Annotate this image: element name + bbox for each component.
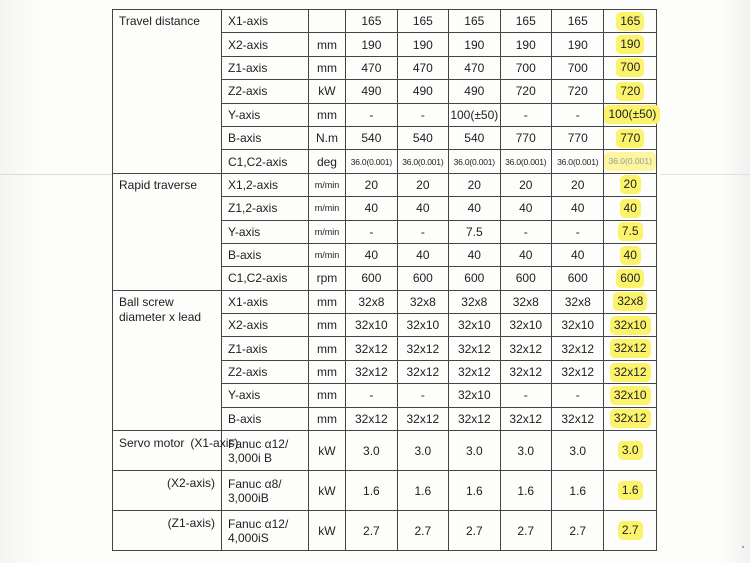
value-cell: 32x12 <box>500 337 551 360</box>
value-cell: 36.0(0.001) <box>346 150 397 173</box>
value-cell: 32x10 <box>397 314 448 337</box>
unit-cell: m/min <box>308 220 345 243</box>
table-row <box>113 511 657 551</box>
highlighted-value-cell <box>604 80 657 103</box>
unit-cell <box>308 10 345 33</box>
value-cell: 32x10 <box>500 314 551 337</box>
value-cell: 32x12 <box>500 360 551 383</box>
value-cell: 1.6 <box>397 471 448 511</box>
axis-label: C1,C2-axis <box>222 267 309 290</box>
highlighter-mark: 100(±50) <box>604 105 660 124</box>
unit-cell: mm <box>308 56 345 79</box>
scan-artifact-line <box>660 174 750 175</box>
value-cell: 720 <box>500 80 551 103</box>
axis-label: Y-axis <box>222 103 309 126</box>
highlighter-mark: 700 <box>616 58 644 77</box>
value-cell: 720 <box>552 80 604 103</box>
value-cell: 165 <box>552 10 604 33</box>
value-cell: 32x12 <box>552 337 604 360</box>
unit-cell: kW <box>308 80 345 103</box>
unit-cell: mm <box>308 33 345 56</box>
highlighter-mark: 32x12 <box>610 339 651 358</box>
value-cell: 20 <box>449 173 500 196</box>
highlighted-value-cell <box>604 126 657 149</box>
value-cell: 1.6 <box>449 471 500 511</box>
value-cell: 32x8 <box>449 290 500 313</box>
axis-label: (X1-axis) <box>190 436 239 451</box>
value-cell: 40 <box>449 243 500 266</box>
section-label: Travel distance <box>113 10 222 174</box>
value-cell: 165 <box>449 10 500 33</box>
axis-label: C1,C2-axis <box>222 150 309 173</box>
value-cell: 165 <box>346 10 397 33</box>
value-cell: 540 <box>449 126 500 149</box>
value-cell: - <box>397 220 448 243</box>
value-cell: - <box>346 220 397 243</box>
value-cell: 470 <box>397 56 448 79</box>
value-cell: 32x12 <box>397 360 448 383</box>
value-cell: 700 <box>500 56 551 79</box>
motor-model: Fanuc α12/ 4,000iS <box>222 511 309 551</box>
spec-table <box>112 9 657 551</box>
table-row <box>113 173 657 196</box>
highlighter-mark: 32x10 <box>610 386 651 405</box>
highlighter-mark: 770 <box>616 129 644 148</box>
highlighter-mark: 40 <box>620 246 641 265</box>
value-cell: - <box>500 103 551 126</box>
axis-label: B-axis <box>222 243 309 266</box>
value-cell: 40 <box>500 243 551 266</box>
motor-model: Fanuc α8/ 3,000iB <box>222 471 309 511</box>
value-cell: 490 <box>346 80 397 103</box>
highlighter-mark: 40 <box>620 199 641 218</box>
highlighted-value-cell <box>604 337 657 360</box>
value-cell: 36.0(0.001) <box>397 150 448 173</box>
unit-cell: m/min <box>308 243 345 266</box>
highlighter-mark: 1.6 <box>618 481 643 500</box>
value-cell: 3.0 <box>346 431 397 471</box>
value-cell: 770 <box>552 126 604 149</box>
value-cell: 20 <box>500 173 551 196</box>
unit-cell: kW <box>308 431 345 471</box>
highlighted-value-cell <box>604 471 657 511</box>
value-cell: 3.0 <box>500 431 551 471</box>
value-cell: 490 <box>449 80 500 103</box>
value-cell: 32x8 <box>500 290 551 313</box>
value-cell: 36.0(0.001) <box>552 150 604 173</box>
value-cell: 32x12 <box>346 337 397 360</box>
value-cell: 2.7 <box>500 511 551 551</box>
highlighted-value-cell <box>604 10 657 33</box>
value-cell: 40 <box>500 197 551 220</box>
table-row <box>113 290 657 313</box>
scan-artifact-line <box>0 174 112 175</box>
unit-cell: deg <box>308 150 345 173</box>
axis-label: Y-axis <box>222 220 309 243</box>
value-cell: 32x10 <box>449 384 500 407</box>
value-cell: 20 <box>552 173 604 196</box>
highlighted-value-cell <box>604 150 657 173</box>
value-cell: - <box>500 220 551 243</box>
value-cell: 1.6 <box>500 471 551 511</box>
value-cell: - <box>346 103 397 126</box>
value-cell: 32x12 <box>449 360 500 383</box>
value-cell: 190 <box>397 33 448 56</box>
unit-cell: mm <box>308 360 345 383</box>
value-cell: - <box>500 384 551 407</box>
axis-label: Y-axis <box>222 384 309 407</box>
axis-label: Z1,2-axis <box>222 197 309 220</box>
value-cell: 600 <box>500 267 551 290</box>
value-cell: 32x8 <box>397 290 448 313</box>
motor-model: Fanuc α12/ 3,000i B <box>222 431 309 471</box>
value-cell: 770 <box>500 126 551 149</box>
value-cell: 470 <box>449 56 500 79</box>
section-label: Ball screw diameter x lead <box>113 290 222 430</box>
value-cell: 40 <box>552 197 604 220</box>
axis-label: X2-axis <box>222 314 309 337</box>
value-cell: 32x12 <box>346 407 397 430</box>
highlighted-value-cell <box>604 197 657 220</box>
highlighted-value-cell <box>604 314 657 337</box>
highlighter-mark: 600 <box>616 269 644 288</box>
highlighter-mark: 20 <box>620 175 641 194</box>
value-cell: 40 <box>346 243 397 266</box>
value-cell: 7.5 <box>449 220 500 243</box>
value-cell: 36.0(0.001) <box>500 150 551 173</box>
value-cell: - <box>552 384 604 407</box>
servo-axis-label: (X2-axis) <box>113 471 222 511</box>
value-cell: 32x12 <box>449 407 500 430</box>
highlighted-value-cell <box>604 431 657 471</box>
value-cell: 32x10 <box>449 314 500 337</box>
value-cell: 3.0 <box>397 431 448 471</box>
value-cell: 600 <box>449 267 500 290</box>
highlighted-value-cell <box>604 33 657 56</box>
value-cell: - <box>552 220 604 243</box>
value-cell: 2.7 <box>552 511 604 551</box>
highlighter-mark: 165 <box>616 12 644 31</box>
value-cell: 32x10 <box>346 314 397 337</box>
unit-cell: m/min <box>308 173 345 196</box>
axis-label: Z2-axis <box>222 360 309 383</box>
value-cell: 32x12 <box>449 337 500 360</box>
value-cell: 40 <box>449 197 500 220</box>
value-cell: 32x12 <box>500 407 551 430</box>
unit-cell: m/min <box>308 197 345 220</box>
value-cell: 20 <box>397 173 448 196</box>
table-row <box>113 471 657 511</box>
value-cell: 2.7 <box>397 511 448 551</box>
value-cell: 600 <box>552 267 604 290</box>
highlighted-value-cell <box>604 511 657 551</box>
highlighted-value-cell <box>604 173 657 196</box>
value-cell: 600 <box>397 267 448 290</box>
spec-table-body <box>113 10 657 551</box>
highlighter-mark: 32x12 <box>610 409 651 428</box>
value-cell: 3.0 <box>552 431 604 471</box>
axis-label: X1-axis <box>222 10 309 33</box>
unit-cell: N.m <box>308 126 345 149</box>
value-cell: 32x12 <box>552 360 604 383</box>
servo-axis-label <box>113 431 239 471</box>
unit-cell: mm <box>308 314 345 337</box>
value-cell: 470 <box>346 56 397 79</box>
value-cell: 540 <box>346 126 397 149</box>
value-cell: - <box>346 384 397 407</box>
value-cell: 1.6 <box>346 471 397 511</box>
value-cell: 20 <box>346 173 397 196</box>
value-cell: 32x8 <box>346 290 397 313</box>
highlighted-value-cell <box>604 267 657 290</box>
value-cell: 32x12 <box>552 407 604 430</box>
highlighted-value-cell <box>604 384 657 407</box>
value-cell: 40 <box>397 243 448 266</box>
highlighter-mark: 32x8 <box>613 292 647 311</box>
value-cell: - <box>397 103 448 126</box>
highlighter-mark: 2.7 <box>618 521 643 540</box>
value-cell: 40 <box>552 243 604 266</box>
value-cell: 32x12 <box>346 360 397 383</box>
section-label: Rapid traverse <box>113 173 222 290</box>
value-cell: 190 <box>552 33 604 56</box>
scan-speck <box>742 546 744 548</box>
value-cell: - <box>397 384 448 407</box>
value-cell: 2.7 <box>346 511 397 551</box>
value-cell: 540 <box>397 126 448 149</box>
highlighter-mark: 190 <box>616 35 644 54</box>
value-cell: 165 <box>397 10 448 33</box>
value-cell: 2.7 <box>449 511 500 551</box>
highlighter-mark: 720 <box>616 82 644 101</box>
axis-label: Z1-axis <box>222 337 309 360</box>
value-cell: - <box>552 103 604 126</box>
unit-cell: mm <box>308 337 345 360</box>
highlighter-mark: 7.5 <box>618 222 643 241</box>
highlighter-mark: 32x10 <box>610 316 651 335</box>
value-cell: 40 <box>346 197 397 220</box>
axis-label: X2-axis <box>222 33 309 56</box>
servo-axis-label: (Z1-axis) <box>113 511 222 551</box>
table-row <box>113 431 657 471</box>
value-cell: 600 <box>346 267 397 290</box>
value-cell: 165 <box>500 10 551 33</box>
highlighted-value-cell <box>604 243 657 266</box>
value-cell: 32x10 <box>552 314 604 337</box>
highlighted-value-cell <box>604 290 657 313</box>
value-cell: 190 <box>346 33 397 56</box>
highlighted-value-cell <box>604 360 657 383</box>
value-cell: 700 <box>552 56 604 79</box>
axis-label: B-axis <box>222 126 309 149</box>
axis-label: Z2-axis <box>222 80 309 103</box>
value-cell: 190 <box>449 33 500 56</box>
axis-label: Z1-axis <box>222 56 309 79</box>
highlighted-value-cell <box>604 56 657 79</box>
unit-cell: kW <box>308 511 345 551</box>
highlighted-value-cell <box>604 103 657 126</box>
unit-cell: mm <box>308 407 345 430</box>
unit-cell: mm <box>308 290 345 313</box>
highlighter-mark: 36.0(0.001) <box>604 152 655 171</box>
unit-cell: mm <box>308 384 345 407</box>
value-cell: 36.0(0.001) <box>449 150 500 173</box>
unit-cell: mm <box>308 103 345 126</box>
highlighter-mark: 32x12 <box>610 363 651 382</box>
value-cell: 1.6 <box>552 471 604 511</box>
section-label: Servo motor <box>119 436 185 451</box>
axis-label: B-axis <box>222 407 309 430</box>
value-cell: 190 <box>500 33 551 56</box>
highlighted-value-cell <box>604 407 657 430</box>
highlighted-value-cell <box>604 220 657 243</box>
highlighter-mark: 3.0 <box>618 441 643 460</box>
axis-label: X1-axis <box>222 290 309 313</box>
value-cell: 100(±50) <box>449 103 500 126</box>
axis-label: X1,2-axis <box>222 173 309 196</box>
value-cell: 3.0 <box>449 431 500 471</box>
table-row <box>113 10 657 33</box>
unit-cell: rpm <box>308 267 345 290</box>
value-cell: 40 <box>397 197 448 220</box>
value-cell: 490 <box>397 80 448 103</box>
value-cell: 32x12 <box>397 337 448 360</box>
value-cell: 32x8 <box>552 290 604 313</box>
unit-cell: kW <box>308 471 345 511</box>
value-cell: 32x12 <box>397 407 448 430</box>
